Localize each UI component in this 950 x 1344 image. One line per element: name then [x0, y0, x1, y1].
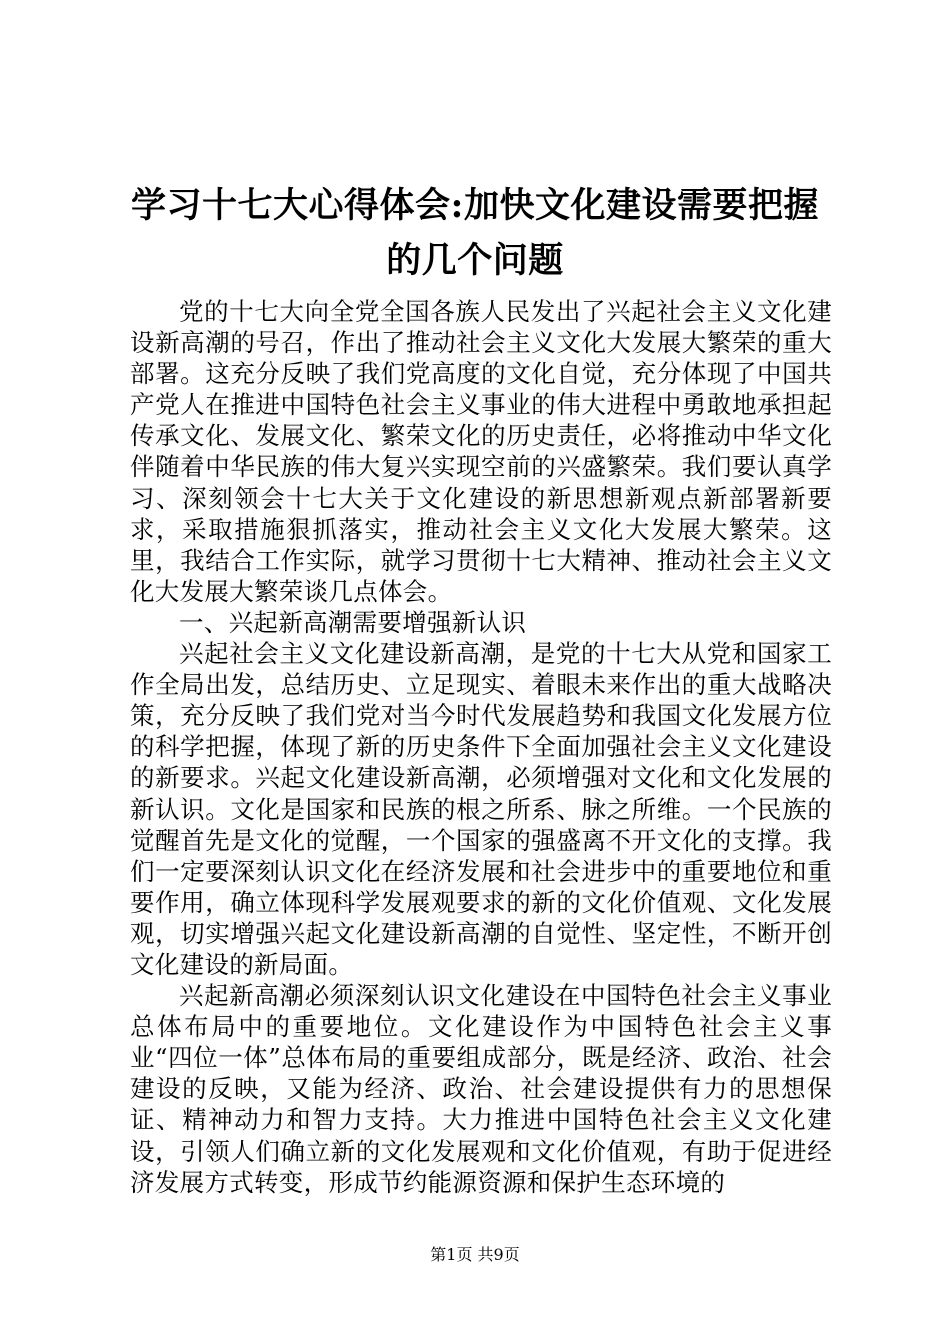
page-footer: 第1页 共9页	[430, 1245, 520, 1264]
paragraph-section-1: 兴起社会主义文化建设新高潮，是党的十七大从党和国家工作全局出发，总结历史、立足现实、着眼未来作出的重大战略决策，充分反映了我们党对当今时代发展趋势和我国文化发展方位的科学把握，体现了新的历史条件下全面加强社会主义文化建设的新要求。兴起文化建设新高潮，必须增强对文化和文化发展的新认识。文化是国家和民族的根之所系、脉之所维。一个民族的觉醒首先是文化的觉醒，一个国家的强盛离不开文化的支撑。我们一定要深刻认识文化在经济发展和社会进步中的重要地位和重要作用，确立体现科学发展观要求的新的文化价值观、文化发展观，切实增强兴起文化建设新高潮的自觉性、坚定性，不断开创文化建设的新局面。	[130, 639, 832, 979]
document-body	[130, 296, 832, 1198]
paragraph-section-1-continued: 兴起新高潮必须深刻认识文化建设在中国特色社会主义事业总体布局中的重要地位。文化建设作为中国特色社会主义事业“四位一体”总体布局的重要组成部分，既是经济、政治、社会建设的反映，又能为经济、政治、社会建设提供有力的思想保证、精神动力和智力支持。大力推进中国特色社会主义文化建设，引领人们确立新的文化发展观和文化价值观，有助于促进经济发展方式转变，形成节约能源资源和保护生态环境的	[130, 981, 832, 1197]
paragraph-intro: 党的十七大向全党全国各族人民发出了兴起社会主义文化建设新高潮的号召，作出了推动社会主义文化大发展大繁荣的重大部署。这充分反映了我们党高度的文化自觉，充分体现了中国共产党人在推进中国特色社会主义事业的伟大进程中勇敢地承担起传承文化、发展文化、繁荣文化的历史责任，必将推动中华文化伴随着中华民族的伟大复兴实现空前的兴盛繁荣。我们要认真学习、深刻领会十七大关于文化建设的新思想新观点新部署新要求，采取措施狠抓落实，推动社会主义文化大发展大繁荣。这里，我结合工作实际，就学习贯彻十七大精神、推动社会主义文化大发展大繁荣谈几点体会。	[130, 297, 832, 606]
document-title	[120, 178, 830, 288]
title-line-1: 学习十七大心得体会:加快文化建设需要把握	[131, 185, 819, 226]
section-heading-1: 一、兴起新高潮需要增强新认识	[179, 607, 527, 637]
title-line-2: 的几个问题	[386, 240, 564, 281]
